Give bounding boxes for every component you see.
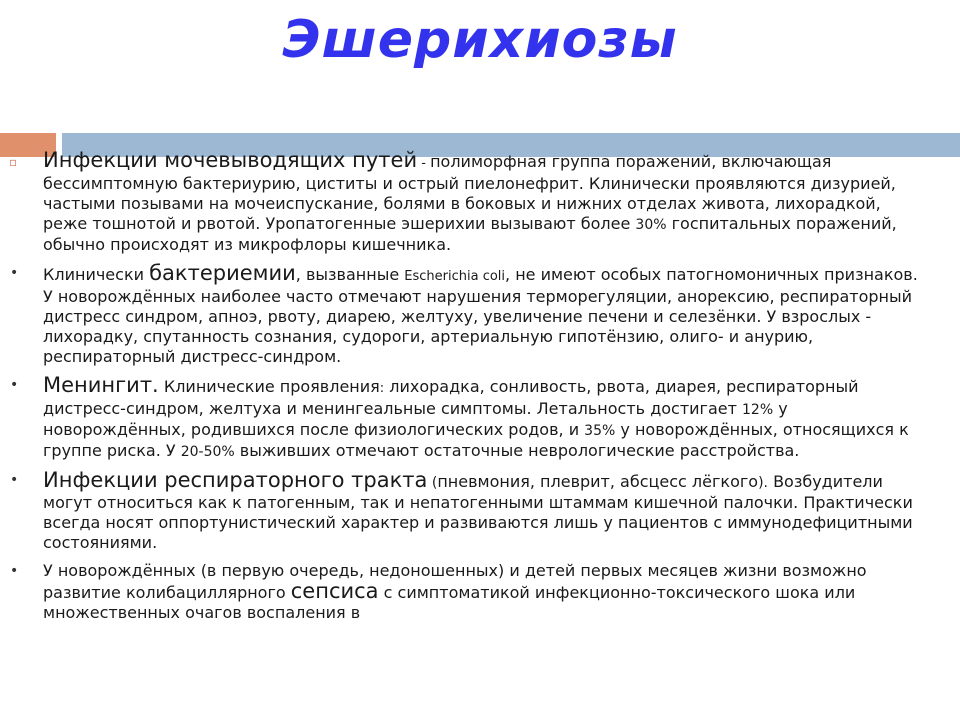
page-title: Эшерихиозы [282, 10, 678, 70]
bullet-icon: • [10, 563, 19, 579]
list-item: • У новорождённых (в первую очередь, недоношенных) и детей первых месяцев жизни возможно развитие колибациллярного сепсиса с симптоматикой инфекционно-токсического шока или множественных очагов воспаления в [10, 561, 867, 622]
bullet-icon: • [10, 377, 19, 393]
square-bullet-icon: ▫ [9, 155, 18, 169]
list-item: ▫ Инфекции мочевыводящих путей - полиморфная группа поражений, включающая бессимптомную бактериурию, циститы и острый пиелонефрит. Клинически проявляются дизурией, частыми позывами на мочеиспускание, болями в боковых и нижних отделах живота, лихорадкой, реже тошнотой и рвотой. Уропатогенные эшерихии вызывают более 30% госпитальных поражений, обычно происходят из микрофлоры кишечника. [9, 148, 897, 254]
list-item: • Инфекции респираторного тракта (пневмония, плеврит, абсцесс лёгкого). Возбудители могут относиться как к патогенным, так и непатогенными штаммам кишечной палочки. Практически всегда носят оппортунистический характер и развиваются лишь у пациентов с иммунодефицитными состояниями. [10, 468, 913, 552]
list-item: • Менингит. Клинические проявления: лихорадка, сонливость, рвота, диарея, респираторный дистресс-синдром, желтуха и менингеальные симптомы. Летальность достигает 12% у новорождённых, родившихся после физиологических родов, и 35% у новорождённых, относящихся к группе риска. У 20-50% выживших отмечают остаточные неврологические расстройства. [10, 373, 909, 460]
content-list [0, 150, 960, 625]
bullet-icon: • [10, 265, 19, 281]
list-item: • Клинически бактериемии, вызванные Escherichia coli, не имеют особых патогномоничных признаков. У новорождённых наиболее часто отмечают нарушения терморегуляции, анорексию, респираторный дистресс синдром, апноэ, рвоту, диарею, желтуху, увеличение печени и селезёнки. У взрослых - лихорадку, спутанность сознания, судороги, артериальную гипотёнзию, олиго- и анурию, респираторный дистресс-синдром. [10, 261, 918, 366]
bullet-icon: • [10, 472, 19, 488]
